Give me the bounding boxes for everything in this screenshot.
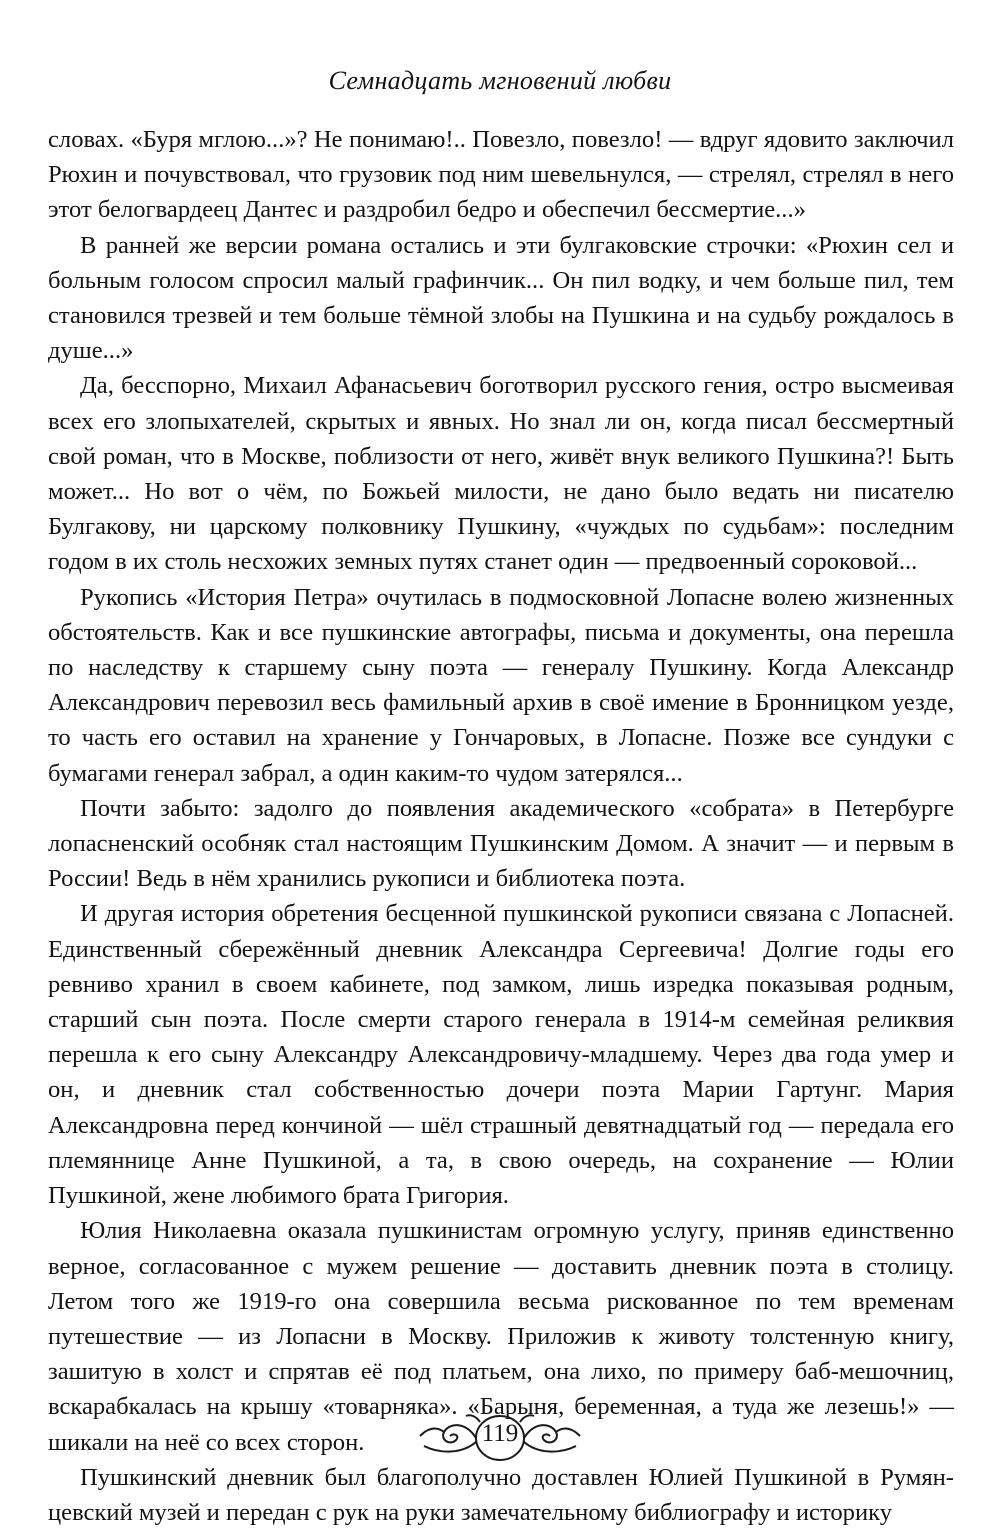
paragraph-7: Юлия Николаевна оказала пушкинистам огромную услугу, приняв единственно верное, согласованное с мужем решение — доставить дневник поэта в столицу. Летом того же 1919-го она совершила весьма рискованное по тем временам путешествие — из Лопасни в Москву. Приложив к животу толстенную книгу, зашитую в холст и спрятав её под платьем, она лихо, по примеру баб-мешочниц, вскарабкалась на крышу «товарняка». «Барыня, беременная, а туда же лезешь!» — шикали на неё со всех сторон.	[48, 1217, 954, 1456]
page-number: 119	[481, 1420, 519, 1447]
paragraph-5: Почти забыто: задолго до появления академического «собрата» в Петербурге лопасненский особняк стал настоящим Пушкинским Домом. А значит — и первым в России! Ведь в нём хранились рукописи и библиотека поэта.	[48, 794, 954, 893]
paragraph-4: Рукопись «История Петра» очутилась в подмосковной Лопасне волею жизненных обстоятельств. Как и все пушкинские автографы, письма и документы, она перешла по наследству к старшему сыну поэта — генералу Пушкину. Когда Александр Александрович перевозил весь фамильный архив в своё имение в Бронницком уезде, то часть его оставил на хранение у Гончаровых, в Лопасне. Позже все сундуки с бумагами генерал забрал, а один каким-то чудом затерялся...	[48, 583, 954, 787]
paragraph-2: В ранней же версии романа остались и эти булгаковские строчки: «Рюхин сел и больным голосом спросил малый графинчик... Он пил водку, и чем больше пил, тем становился трезвей и тем больше тёмной злобы на Пушкина и на судьбу рождалось в душе...»	[48, 231, 954, 365]
paragraph-1: словах. «Буря мглою...»? Не понимаю!.. Повезло, повезло! — вдруг ядовито заключил Рюхин и почувствовал, что грузовик под ним шевельнулся, — стрелял, стрелял в него этот белогвардеец Дантес и раздробил бедро и обеспечил бессмертие...»	[48, 126, 954, 224]
page-number-ornament	[0, 1408, 1000, 1468]
running-title: Семнадцать мгновений любви	[328, 66, 672, 95]
paragraph-8: Пушкинский дневник был благополучно доставлен Юлией Пушкиной в Румянцевский музей и передан с рук на руки замечательному библиографу и историку	[48, 1463, 954, 1526]
body-text	[48, 122, 954, 1530]
paragraph-3: Да, бесспорно, Михаил Афанасьевич боготворил русского гения, остро высмеивая всех его злопыхателей, скрытых и явных. Но знал ли он, когда писал бессмертный свой роман, что в Москве, поблизости от него, живёт внук великого Пушкина?! Быть может... Но вот о чём, по Божьей милости, не дано было ведать ни писателю Булгакову, ни царскому полковнику Пушкину, «чуждых по судьбам»: последним годом в их столь несхожих земных путях станет один — предвоенный сороковой...	[48, 372, 954, 576]
paragraph-6: И другая история обретения бесценной пушкинской рукописи связана с Лопасней. Единственный сбережённый дневник Александра Сергеевича! Долгие годы его ревниво хранил в своем кабинете, под замком, лишь изредка показывая родным, старший сын поэта. После смерти старого генерала в 1914-м семейная реликвия перешла к его сыну Александру Александровичу-младшему. Через два года умер и он, и дневник стал собственностью дочери поэта Марии Гартунг. Мария Александровна перед кончиной — шёл страшный девятнадцатый год — передала его племяннице Анне Пушкиной, а та, в свою очередь, на сохранение — Юлии Пушкиной, жене любимого брата Григория.	[48, 900, 954, 1210]
